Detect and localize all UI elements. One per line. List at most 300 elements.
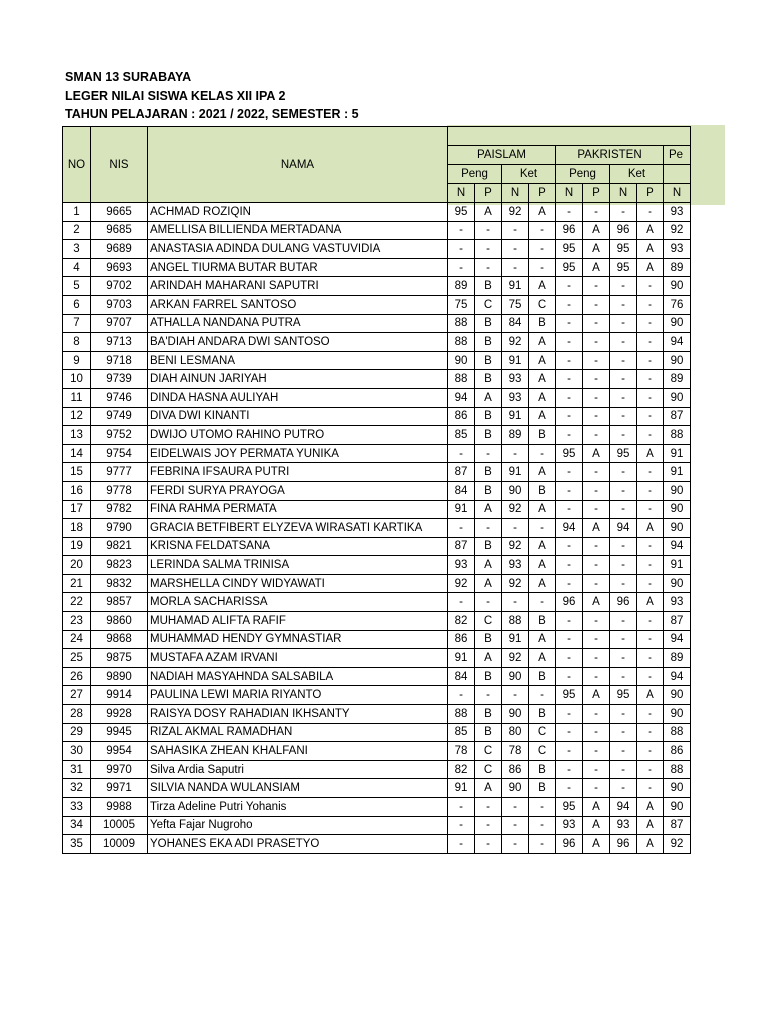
row-nis: 9702 — [91, 277, 148, 296]
row-value: - — [610, 203, 637, 222]
row-value: - — [637, 370, 664, 389]
row-value: - — [637, 333, 664, 352]
row-no: 30 — [63, 742, 91, 761]
row-value: - — [502, 816, 529, 835]
row-value: A — [475, 649, 502, 668]
row-value: - — [556, 500, 583, 519]
row-no: 31 — [63, 760, 91, 779]
row-value: B — [529, 667, 556, 686]
row-value: - — [448, 816, 475, 835]
row-value: 82 — [448, 612, 475, 631]
row-nis: 9689 — [91, 240, 148, 259]
p-header: P — [475, 184, 502, 203]
row-value: 96 — [556, 835, 583, 854]
row-value: - — [448, 258, 475, 277]
row-nama: YOHANES EKA ADI PRASETYO — [148, 835, 448, 854]
row-value: - — [556, 630, 583, 649]
row-value: - — [529, 816, 556, 835]
row-value: 92 — [664, 835, 691, 854]
row-no: 27 — [63, 686, 91, 705]
row-nama: MUSTAFA AZAM IRVANI — [148, 649, 448, 668]
row-value: A — [475, 500, 502, 519]
row-nis: 9823 — [91, 556, 148, 575]
row-value: A — [583, 240, 610, 259]
row-value: B — [529, 314, 556, 333]
row-nama: EIDELWAIS JOY PERMATA YUNIKA — [148, 444, 448, 463]
row-value: B — [475, 723, 502, 742]
group-pakristen-header: PAKRISTEN — [556, 146, 664, 165]
row-value: - — [637, 203, 664, 222]
row-value: 90 — [502, 705, 529, 724]
row-value: - — [610, 500, 637, 519]
row-nis: 9713 — [91, 333, 148, 352]
row-value: - — [529, 686, 556, 705]
table-row — [63, 556, 691, 575]
row-nama: BA'DIAH ANDARA DWI SANTOSO — [148, 333, 448, 352]
table-row — [63, 500, 691, 519]
row-value: 90 — [664, 686, 691, 705]
row-value: 88 — [448, 370, 475, 389]
row-no: 29 — [63, 723, 91, 742]
row-nis: 9693 — [91, 258, 148, 277]
row-value: B — [475, 333, 502, 352]
table-row — [63, 351, 691, 370]
row-value: 84 — [448, 667, 475, 686]
row-value: - — [448, 519, 475, 538]
row-value: - — [556, 426, 583, 445]
row-nama: DWIJO UTOMO RAHINO PUTRO — [148, 426, 448, 445]
row-value: - — [475, 593, 502, 612]
row-value: - — [556, 779, 583, 798]
row-value: B — [475, 667, 502, 686]
row-value: 90 — [448, 351, 475, 370]
row-value: - — [583, 723, 610, 742]
table-row — [63, 426, 691, 445]
row-nama: Yefta Fajar Nugroho — [148, 816, 448, 835]
row-value: - — [610, 333, 637, 352]
row-value: - — [610, 537, 637, 556]
row-value: B — [475, 370, 502, 389]
row-value: - — [556, 370, 583, 389]
row-no: 9 — [63, 351, 91, 370]
row-value: A — [637, 519, 664, 538]
row-value: - — [475, 835, 502, 854]
row-value: - — [475, 444, 502, 463]
table-row — [63, 574, 691, 593]
row-nama: ANGEL TIURMA BUTAR BUTAR — [148, 258, 448, 277]
row-value: B — [529, 426, 556, 445]
row-value: - — [583, 500, 610, 519]
row-no: 1 — [63, 203, 91, 222]
row-nama: ATHALLA NANDANA PUTRA — [148, 314, 448, 333]
row-value: - — [556, 203, 583, 222]
row-nis: 9821 — [91, 537, 148, 556]
row-value: A — [475, 779, 502, 798]
row-value: - — [583, 705, 610, 724]
row-no: 12 — [63, 407, 91, 426]
row-value: - — [583, 556, 610, 575]
row-value: 75 — [502, 295, 529, 314]
row-value: A — [529, 388, 556, 407]
table-row — [63, 779, 691, 798]
row-value: - — [583, 649, 610, 668]
row-value: 92 — [502, 537, 529, 556]
table-row — [63, 407, 691, 426]
row-value: - — [556, 649, 583, 668]
table-row — [63, 240, 691, 259]
row-value: 88 — [664, 426, 691, 445]
row-value: 90 — [664, 574, 691, 593]
row-no: 8 — [63, 333, 91, 352]
row-value: 92 — [502, 649, 529, 668]
row-value: 92 — [502, 333, 529, 352]
row-value: 95 — [610, 444, 637, 463]
row-nama: MORLA SACHARISSA — [148, 593, 448, 612]
row-value: A — [475, 203, 502, 222]
table-row — [63, 723, 691, 742]
row-value: 87 — [664, 612, 691, 631]
row-value: 93 — [664, 203, 691, 222]
row-value: B — [529, 705, 556, 724]
row-value: - — [475, 258, 502, 277]
row-value: 91 — [502, 351, 529, 370]
row-value: A — [583, 593, 610, 612]
row-no: 18 — [63, 519, 91, 538]
row-no: 35 — [63, 835, 91, 854]
row-value: 91 — [664, 444, 691, 463]
row-no: 26 — [63, 667, 91, 686]
row-value: - — [529, 444, 556, 463]
row-value: - — [556, 537, 583, 556]
row-value: 78 — [448, 742, 475, 761]
row-value: 94 — [664, 333, 691, 352]
row-value: A — [529, 649, 556, 668]
row-value: - — [583, 426, 610, 445]
row-nis: 9754 — [91, 444, 148, 463]
row-nis: 9890 — [91, 667, 148, 686]
row-nis: 9778 — [91, 481, 148, 500]
row-value: 90 — [664, 500, 691, 519]
col-nis-header: NIS — [91, 127, 148, 203]
row-value: - — [556, 351, 583, 370]
group-third-header: Pe — [664, 146, 691, 165]
row-value: C — [475, 742, 502, 761]
row-nis: 9782 — [91, 500, 148, 519]
row-nama: LERINDA SALMA TRINISA — [148, 556, 448, 575]
row-value: 96 — [556, 593, 583, 612]
row-value: 94 — [664, 667, 691, 686]
row-value: - — [583, 742, 610, 761]
row-value: - — [637, 481, 664, 500]
row-value: - — [475, 221, 502, 240]
row-no: 4 — [63, 258, 91, 277]
table-row — [63, 519, 691, 538]
row-value: 95 — [556, 686, 583, 705]
grade-table — [62, 126, 691, 854]
row-value: A — [637, 240, 664, 259]
document-header — [65, 68, 359, 124]
row-value: 91 — [448, 779, 475, 798]
row-value: - — [610, 295, 637, 314]
row-value: - — [556, 667, 583, 686]
row-value: 94 — [556, 519, 583, 538]
row-nama: Tirza Adeline Putri Yohanis — [148, 798, 448, 817]
row-value: - — [583, 463, 610, 482]
row-nis: 9790 — [91, 519, 148, 538]
row-value: - — [556, 556, 583, 575]
row-value: - — [556, 463, 583, 482]
row-value: B — [475, 277, 502, 296]
row-value: 93 — [502, 388, 529, 407]
table-row — [63, 760, 691, 779]
row-value: - — [502, 686, 529, 705]
row-value: B — [475, 705, 502, 724]
row-value: - — [583, 481, 610, 500]
row-no: 24 — [63, 630, 91, 649]
row-value: - — [637, 630, 664, 649]
row-value: A — [529, 407, 556, 426]
table-row — [63, 798, 691, 817]
row-nama: KRISNA FELDATSANA — [148, 537, 448, 556]
table-row — [63, 612, 691, 631]
table-row — [63, 835, 691, 854]
row-nama: BENI LESMANA — [148, 351, 448, 370]
row-nis: 9703 — [91, 295, 148, 314]
row-no: 22 — [63, 593, 91, 612]
col-no-header: NO — [63, 127, 91, 203]
row-value: 92 — [502, 500, 529, 519]
row-value: - — [583, 612, 610, 631]
row-value: - — [475, 240, 502, 259]
row-nis: 9718 — [91, 351, 148, 370]
row-value: - — [583, 314, 610, 333]
row-value: A — [475, 388, 502, 407]
row-value: A — [529, 537, 556, 556]
row-value: 84 — [502, 314, 529, 333]
row-value: 92 — [502, 574, 529, 593]
row-value: 92 — [664, 221, 691, 240]
row-value: - — [556, 407, 583, 426]
row-value: - — [556, 388, 583, 407]
row-value: 87 — [448, 537, 475, 556]
row-nama: GRACIA BETFIBERT ELYZEVA WIRASATI KARTIKA — [148, 519, 448, 538]
row-nis: 9868 — [91, 630, 148, 649]
academic-year: TAHUN PELAJARAN : 2021 / 2022, SEMESTER : 5 — [65, 107, 359, 121]
row-value: - — [610, 612, 637, 631]
row-value: - — [583, 295, 610, 314]
row-value: A — [583, 798, 610, 817]
row-nis: 9928 — [91, 705, 148, 724]
table-row — [63, 444, 691, 463]
row-value: B — [475, 426, 502, 445]
row-value: A — [529, 556, 556, 575]
row-no: 34 — [63, 816, 91, 835]
row-value: - — [529, 240, 556, 259]
row-value: 90 — [664, 314, 691, 333]
row-value: 95 — [556, 444, 583, 463]
row-nis: 9971 — [91, 779, 148, 798]
row-nis: 9857 — [91, 593, 148, 612]
group-paislam-header: PAISLAM — [448, 146, 556, 165]
row-value: - — [637, 667, 664, 686]
row-value: 95 — [610, 258, 637, 277]
table-row — [63, 705, 691, 724]
row-value: - — [502, 258, 529, 277]
row-value: - — [556, 314, 583, 333]
row-value: 90 — [502, 481, 529, 500]
row-value: - — [583, 630, 610, 649]
row-value: 90 — [502, 779, 529, 798]
row-value: 86 — [664, 742, 691, 761]
row-value: C — [475, 612, 502, 631]
row-value: - — [610, 370, 637, 389]
row-value: C — [529, 742, 556, 761]
row-value: - — [448, 798, 475, 817]
row-nis: 9746 — [91, 388, 148, 407]
row-value: 85 — [448, 426, 475, 445]
row-value: 85 — [448, 723, 475, 742]
row-value: 88 — [448, 705, 475, 724]
row-value: - — [502, 519, 529, 538]
row-no: 25 — [63, 649, 91, 668]
row-value: A — [583, 835, 610, 854]
row-value: 87 — [448, 463, 475, 482]
row-value: B — [529, 481, 556, 500]
row-value: - — [583, 667, 610, 686]
document-title: LEGER NILAI SISWA KELAS XII IPA 2 — [65, 88, 286, 103]
row-value: - — [556, 705, 583, 724]
row-value: 87 — [664, 407, 691, 426]
table-row — [63, 221, 691, 240]
row-value: A — [637, 221, 664, 240]
row-value: 95 — [610, 240, 637, 259]
row-nama: DIVA DWI KINANTI — [148, 407, 448, 426]
table-row — [63, 649, 691, 668]
row-value: 89 — [502, 426, 529, 445]
row-value: - — [529, 258, 556, 277]
row-value: - — [556, 612, 583, 631]
n-header: N — [610, 184, 637, 203]
row-nis: 9988 — [91, 798, 148, 817]
row-value: 93 — [502, 556, 529, 575]
table-row — [63, 463, 691, 482]
row-value: - — [529, 593, 556, 612]
row-no: 13 — [63, 426, 91, 445]
row-nama: SAHASIKA ZHEAN KHALFANI — [148, 742, 448, 761]
row-value: - — [610, 314, 637, 333]
row-nis: 9875 — [91, 649, 148, 668]
row-nama: SILVIA NANDA WULANSIAM — [148, 779, 448, 798]
row-value: 89 — [664, 258, 691, 277]
row-value: - — [556, 277, 583, 296]
row-nis: 9665 — [91, 203, 148, 222]
n-header: N — [448, 184, 475, 203]
row-nis: 9832 — [91, 574, 148, 593]
row-no: 20 — [63, 556, 91, 575]
row-value: 84 — [448, 481, 475, 500]
row-value: - — [637, 426, 664, 445]
row-value: 88 — [664, 723, 691, 742]
row-value: - — [448, 686, 475, 705]
row-value: 90 — [664, 705, 691, 724]
row-value: A — [637, 686, 664, 705]
row-value: 94 — [610, 798, 637, 817]
row-value: - — [448, 593, 475, 612]
row-value: - — [583, 370, 610, 389]
table-row — [63, 203, 691, 222]
row-value: 75 — [448, 295, 475, 314]
row-value: - — [610, 667, 637, 686]
row-value: - — [610, 426, 637, 445]
row-value: C — [475, 760, 502, 779]
row-value: - — [583, 537, 610, 556]
row-value: A — [583, 519, 610, 538]
row-value: 80 — [502, 723, 529, 742]
col-nama-header: NAMA — [148, 127, 448, 203]
row-value: - — [637, 612, 664, 631]
row-nama: FINA RAHMA PERMATA — [148, 500, 448, 519]
table-row — [63, 295, 691, 314]
row-value: A — [583, 221, 610, 240]
row-value: 86 — [448, 630, 475, 649]
row-value: - — [583, 351, 610, 370]
row-value: A — [583, 444, 610, 463]
row-value: A — [583, 686, 610, 705]
row-value: 87 — [664, 816, 691, 835]
row-value: 89 — [664, 649, 691, 668]
row-value: B — [475, 537, 502, 556]
row-value: 94 — [664, 630, 691, 649]
peng-header: Peng — [448, 165, 502, 184]
row-nama: FEBRINA IFSAURA PUTRI — [148, 463, 448, 482]
row-value: A — [637, 444, 664, 463]
row-value: - — [475, 686, 502, 705]
row-no: 3 — [63, 240, 91, 259]
row-no: 11 — [63, 388, 91, 407]
row-value: 90 — [664, 351, 691, 370]
row-value: A — [637, 835, 664, 854]
row-value: A — [529, 277, 556, 296]
row-value: - — [556, 760, 583, 779]
row-value: 93 — [664, 240, 691, 259]
row-value: 89 — [664, 370, 691, 389]
row-value: B — [475, 463, 502, 482]
row-no: 14 — [63, 444, 91, 463]
row-value: 95 — [556, 240, 583, 259]
row-no: 16 — [63, 481, 91, 500]
row-value: 93 — [448, 556, 475, 575]
row-value: - — [610, 351, 637, 370]
row-value: 82 — [448, 760, 475, 779]
row-value: - — [556, 723, 583, 742]
row-no: 33 — [63, 798, 91, 817]
row-nis: 9860 — [91, 612, 148, 631]
row-value: 76 — [664, 295, 691, 314]
row-value: A — [637, 593, 664, 612]
row-value: A — [583, 816, 610, 835]
row-value: B — [529, 612, 556, 631]
table-row — [63, 630, 691, 649]
row-value: 95 — [448, 203, 475, 222]
row-value: A — [529, 630, 556, 649]
n-header: N — [664, 184, 691, 203]
row-value: - — [637, 649, 664, 668]
table-row — [63, 333, 691, 352]
row-value: B — [475, 407, 502, 426]
row-value: 91 — [448, 649, 475, 668]
row-value: - — [502, 444, 529, 463]
row-value: 95 — [556, 258, 583, 277]
